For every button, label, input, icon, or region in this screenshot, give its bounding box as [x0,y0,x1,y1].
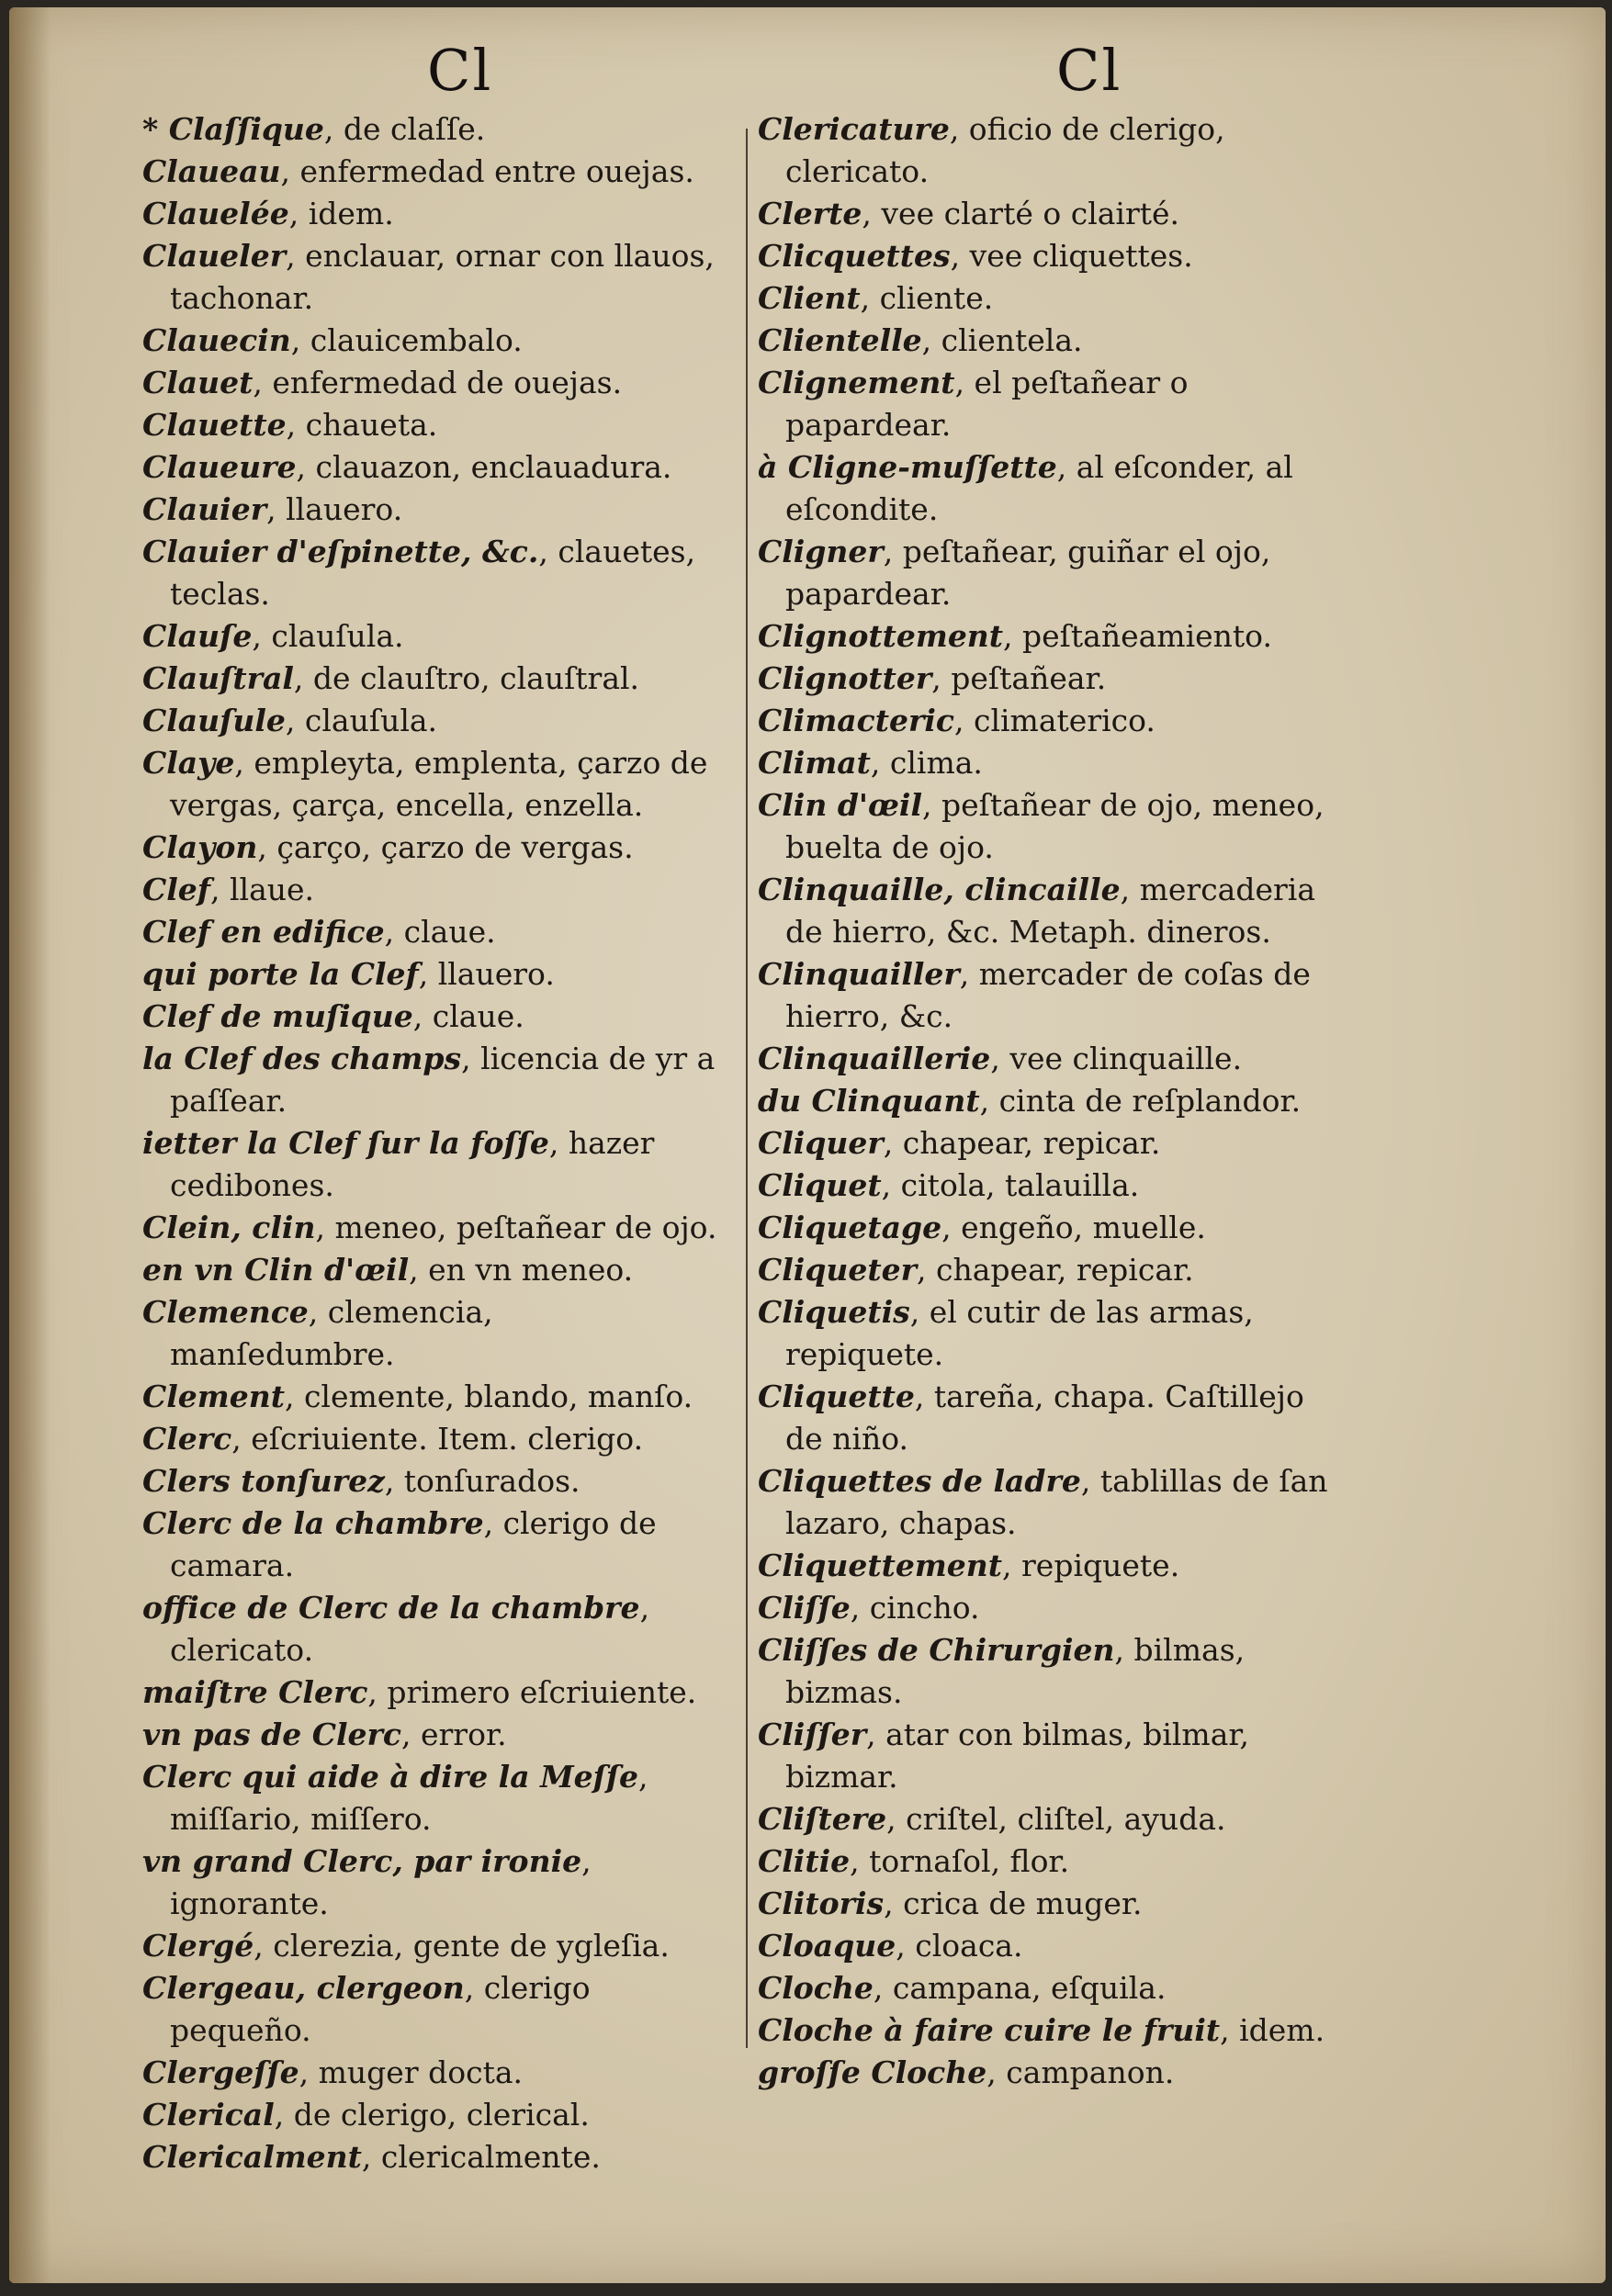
entry-headword: Clerc qui aide à dire la Meſſe [142,1759,639,1795]
dictionary-entry: groſſe Cloche, campanon. [758,2054,1175,2090]
entry-headword: Clergeſſe [142,2054,299,2090]
dictionary-entry: Clergé, clerezia, gente de ygleſia. [142,1928,670,1964]
entry-headword: Clef en edifice [142,914,385,950]
dictionary-entry: Clauecin, clauicembalo. [142,322,523,358]
entry-definition: clima. [889,745,983,781]
running-head-left: Cl [427,37,493,104]
dictionary-entry: qui porte la Clef, llauero. [142,956,555,992]
entry-headword: Clergé [142,1928,254,1964]
entry-definition: muger docta. [318,2054,523,2090]
dictionary-entry: Clitoris, crica de muger. [758,1885,1143,1921]
entry-headword: Cliſſes de Chirurgien [758,1632,1115,1668]
entry-definition: clauſula. [271,618,404,654]
entry-headword: Clignotter [758,660,932,696]
entry-headword: Cloche [758,1970,874,2006]
entry-headword: Clerc de la chambre [142,1505,484,1541]
entry-headword: Cliquet [758,1167,882,1203]
entry-definition: de clauſtro, clauſtral. [312,660,640,696]
entry-definition: cloaca. [915,1928,1023,1964]
entry-definition: mercaderia de hierro, &c. Metaph. dineros. [785,872,1316,950]
entry-definition: çarço, çarzo de vergas. [276,829,634,865]
entry-headword: Climat [758,745,871,781]
dictionary-entry: Clinquailler, mercader de coſas de hierro, &c. [758,956,1311,1034]
dictionary-entry: vn pas de Clerc, error. [142,1716,507,1752]
dictionary-entry: Clauet, enfermedad de ouejas. [142,365,623,400]
entry-definition: repiquete. [1021,1548,1180,1583]
entry-definition: error. [421,1716,507,1752]
dictionary-entry: Claueure, clauazon, enclauadura. [142,449,672,485]
entry-definition: clemencia, manſedumbre. [170,1294,493,1372]
entry-definition: de clerigo, clerical. [293,2097,590,2133]
entry-headword: Cliquette [758,1379,915,1414]
dictionary-entry: * Claſſique, de claſſe. [142,111,486,147]
entry-headword: Clinquailler [758,956,960,992]
entry-definition: vee cliquettes. [969,238,1193,274]
page-gutter-shadow [9,7,51,2283]
dictionary-entry: Clerc, eſcriuiente. Item. clerigo. [142,1421,644,1457]
entry-definition: ignorante. [170,1885,329,1921]
dictionary-entry: Clerte, vee clarté o clairté. [758,196,1180,231]
entry-definition: claue. [432,998,524,1034]
entry-definition: llauero. [437,956,555,992]
dictionary-entry: Clein, clin, meneo, peſtañear de ojo. [142,1210,717,1245]
entry-definition: clerigo de camara. [170,1505,657,1583]
entry-headword: Clerte [758,196,862,231]
entry-definition: crica de muger. [903,1885,1143,1921]
dictionary-entry: Cliquettement, repiquete. [758,1548,1180,1583]
dictionary-entry: Cliſſer, atar con bilmas, bilmar, bizmar. [758,1716,1250,1795]
dictionary-entry: Cloaque, cloaca. [758,1928,1023,1964]
dictionary-entry: Clergeau, clergeon, clerigo pequeño. [142,1970,591,2048]
entry-definition: empleyta, emplenta, çarzo de vergas, çarça, encella, enzella. [170,745,708,823]
dictionary-entry: Clauelée, idem. [142,196,394,231]
entry-headword: Clauet [142,365,254,400]
entry-definition: clerigo pequeño. [170,1970,591,2048]
entry-definition: meneo, peſtañear de ojo. [334,1210,717,1245]
dictionary-entry: Cliquer, chapear, repicar. [758,1125,1161,1161]
dictionary-entry: Cligner, peſtañear, guiñar el ojo, papardear. [758,534,1271,612]
entry-definition: clauicembalo. [310,322,523,358]
entry-headword: qui porte la Clef [142,956,419,992]
entry-headword: vn pas de Clerc [142,1716,402,1752]
dictionary-entry: Clerical, de clerigo, clerical. [142,2097,590,2133]
entry-headword: Cliquettement [758,1548,1003,1583]
entry-headword: Cliquettes de ladre [758,1463,1081,1499]
dictionary-entry: Clayon, çarço, çarzo de vergas. [142,829,634,865]
entry-definition: clericato. [170,1632,314,1668]
dictionary-entry: Claueler, enclauar, ornar con llauos, tachonar. [142,238,715,316]
entry-definition: peſtañear de ojo, meneo, buelta de ojo. [785,787,1325,865]
entry-definition: engeño, muelle. [961,1210,1206,1245]
dictionary-entry: Climat, clima. [758,745,983,781]
dictionary-entry: Climacteric, climaterico. [758,703,1155,738]
entry-definition: idem. [1239,2012,1325,2048]
dictionary-entry: du Clinquant, cinta de reſplandor. [758,1083,1302,1119]
dictionary-entry: Clauſtral, de clauſtro, clauſtral. [142,660,640,696]
dictionary-entry: vn grand Clerc, par ironie, ignorante. [142,1843,592,1921]
dictionary-entry: Clericalment, clericalmente. [142,2139,601,2175]
dictionary-entry: Clin d'œil, peſtañear de ojo, meneo, buelta de ojo. [758,787,1325,865]
entry-definition: enfermedad entre ouejas. [299,153,694,189]
entry-definition: oficio de clerigo, clericato. [785,111,1225,189]
dictionary-entry: Clergeſſe, muger docta. [142,2054,523,2090]
entry-definition: eſcriuiente. Item. clerigo. [251,1421,644,1457]
entry-definition: tablillas de ſan lazaro, chapas. [785,1463,1328,1541]
dictionary-entry: Cliquette, tareña, chapa. Caſtillejo de niño. [758,1379,1304,1457]
entry-headword: Claye [142,745,235,781]
entry-definition: peſtañear, guiñar el ojo, papardear. [785,534,1271,612]
entry-headword: Cloaque [758,1928,896,1964]
entry-definition: clientela. [941,322,1083,358]
dictionary-entry: Cloche, campana, eſquila. [758,1970,1167,2006]
entry-headword: Claueure [142,449,297,485]
entry-definition: atar con bilmas, bilmar, bizmar. [785,1716,1250,1795]
dictionary-entry: ietter la Clef ſur la foſſe, hazer cedibones. [142,1125,655,1203]
entry-headword: Cliſſer [758,1716,867,1752]
dictionary-entry: Clement, clemente, blando, manſo. [142,1379,693,1414]
entry-headword: Clayon [142,829,258,865]
entry-headword: Clers tonſurez [142,1463,385,1499]
entry-headword: maiſtre Clerc [142,1674,368,1710]
dictionary-entry: la Clef des champs, licencia de yr a paſſear. [142,1041,716,1119]
entry-headword: Client [758,280,861,316]
dictionary-entry: Cliquetage, engeño, muelle. [758,1210,1206,1245]
entry-definition: tonſurados. [403,1463,581,1499]
column-divider [746,129,748,2048]
entry-definition: vee clarté o clairté. [881,196,1180,231]
entry-headword: Clicquettes [758,238,951,274]
entry-headword: Climacteric [758,703,954,738]
dictionary-entry: Cliſſes de Chirurgien, bilmas, bizmas. [758,1632,1246,1710]
dictionary-entry: Clef, llaue. [142,872,315,907]
right-column [758,108,1350,2094]
entry-headword: Clauſtral [142,660,294,696]
dictionary-entry: Cliqueter, chapear, repicar. [758,1252,1194,1288]
entry-definition: clemente, blando, manſo. [303,1379,693,1414]
dictionary-entry: Claueau, enfermedad entre ouejas. [142,153,694,189]
entry-definition: claue. [403,914,496,950]
dictionary-entry: en vn Clin d'œil, en vn meneo. [142,1252,634,1288]
dictionary-entry: Clignotter, peſtañear. [758,660,1107,696]
entry-headword: vn grand Clerc, par ironie [142,1843,582,1879]
entry-headword: Clientelle [758,322,922,358]
entry-headword: groſſe Cloche [758,2054,987,2090]
entry-headword: Claueler [142,238,287,274]
entry-definition: campanon. [1006,2054,1175,2090]
entry-headword: Clauelée [142,196,289,231]
dictionary-entry: Clientelle, clientela. [758,322,1083,358]
entry-headword: office de Clerc de la chambre [142,1590,640,1626]
entry-headword: Cliquer [758,1125,884,1161]
entry-headword: Clitie [758,1843,851,1879]
entry-headword: Cligner [758,534,884,569]
entry-definition: enfermedad de ouejas. [272,365,623,400]
left-column [142,108,726,2178]
dictionary-entry: office de Clerc de la chambre, clericato. [142,1590,650,1668]
entry-headword: Clitoris [758,1885,885,1921]
entry-definition: licencia de yr a paſſear. [170,1041,716,1119]
entry-headword: à Cligne-muſſette [758,449,1057,485]
entry-definition: clerezia, gente de ygleſia. [273,1928,670,1964]
dictionary-entry: Clinquaillerie, vee clinquaille. [758,1041,1243,1076]
entry-headword: Clericature [758,111,950,147]
dictionary-entry: Clericature, oficio de clerigo, clericato. [758,111,1225,189]
entry-definition: hazer cedibones. [170,1125,655,1203]
dictionary-entry: Clauſe, clauſula. [142,618,404,654]
entry-definition: de claſſe. [343,111,486,147]
entry-headword: Clauier d'eſpinette, &c. [142,534,539,569]
entry-definition: llauero. [286,491,403,527]
dictionary-entry: Cliſtere, criſtel, cliſtel, ayuda. [758,1801,1226,1837]
entry-definition: en vn meneo. [428,1252,634,1288]
entry-definition: el peſtañear o papardear. [785,365,1189,443]
entry-definition: peſtañear. [951,660,1107,696]
dictionary-entry: Clitie, tornaſol, flor. [758,1843,1070,1879]
entry-headword: Clinquaille, clincaille [758,872,1121,907]
entry-headword: la Clef des champs [142,1041,462,1076]
entry-headword: Clauette [142,407,287,443]
entry-headword: Clin d'œil [758,787,922,823]
dictionary-entry: Claye, empleyta, emplenta, çarzo de vergas, çarça, encella, enzella. [142,745,708,823]
entry-definition: primero eſcriuiente. [387,1674,697,1710]
dictionary-entry: Clauier d'eſpinette, &c., clauetes, teclas. [142,534,696,612]
entry-headword: Claueau [142,153,281,189]
entry-definition: miſſario, miſſero. [170,1801,432,1837]
entry-definition: el cutir de las armas, repiquete. [785,1294,1254,1372]
entry-definition: cincho. [869,1590,980,1626]
dictionary-entry: Clef de muſique, claue. [142,998,524,1034]
dictionary-entry: Clemence, clemencia, manſedumbre. [142,1294,493,1372]
entry-definition: tareña, chapa. Caſtillejo de niño. [785,1379,1304,1457]
entry-headword: du Clinquant [758,1083,980,1119]
dictionary-entry: Cloche à faire cuire le fruit, idem. [758,2012,1325,2048]
dictionary-entry: Cliquet, citola, talauilla. [758,1167,1140,1203]
entry-headword: Clergeau, clergeon [142,1970,465,2006]
entry-headword: Clinquaillerie [758,1041,991,1076]
entry-headword: Cliquetis [758,1294,910,1330]
entry-headword: Clerc [142,1421,232,1457]
entry-definition: chapear, repicar. [902,1125,1161,1161]
entry-definition: clauazon, enclauadura. [315,449,672,485]
entry-headword: Cliqueter [758,1252,918,1288]
entry-headword: Clericalment [142,2139,362,2175]
dictionary-entry: Clauier, llauero. [142,491,403,527]
entry-headword: Clemence [142,1294,309,1330]
entry-headword: Cliſtere [758,1801,887,1837]
entry-headword: Clauier [142,491,267,527]
entry-definition: al eſconder, al eſcondite. [785,449,1293,527]
entry-headword: Clein, clin [142,1210,316,1245]
entry-definition: vee clinquaille. [1009,1041,1243,1076]
entry-definition: criſtel, cliſtel, ayuda. [906,1801,1226,1837]
dictionary-entry: Clauſule, clauſula. [142,703,438,738]
dictionary-entry: Cliſſe, cincho. [758,1590,980,1626]
dictionary-entry: Clignement, el peſtañear o papardear. [758,365,1189,443]
entry-definition: enclauar, ornar con llauos, tachonar. [170,238,715,316]
dictionary-entry: Cliquettes de ladre, tablillas de ſan lazaro, chapas. [758,1463,1328,1541]
entry-definition: cinta de reſplandor. [998,1083,1302,1119]
entry-headword: Clauſule [142,703,286,738]
entry-headword: Clignottement [758,618,1004,654]
entry-definition: idem. [308,196,394,231]
dictionary-entry: Clicquettes, vee cliquettes. [758,238,1193,274]
dictionary-entry: Client, cliente. [758,280,994,316]
dictionary-entry: Clignottement, peſtañeamiento. [758,618,1272,654]
entry-definition: peſtañeamiento. [1022,618,1272,654]
entry-headword: Cliſſe [758,1590,851,1626]
entry-definition: llaue. [229,872,315,907]
entry-definition: clauetes, teclas. [170,534,696,612]
entry-definition: chaueta. [305,407,438,443]
entry-headword: Clement [142,1379,285,1414]
entry-definition: climaterico. [973,703,1155,738]
entry-definition: citola, talauilla. [900,1167,1140,1203]
entry-headword: Clignement [758,365,955,400]
entry-definition: mercader de coſas de hierro, &c. [785,956,1311,1034]
entry-definition: bilmas, bizmas. [785,1632,1246,1710]
entry-definition: campana, eſquila. [892,1970,1167,2006]
entry-headword: ietter la Clef ſur la foſſe [142,1125,549,1161]
entry-headword: Clef [142,872,210,907]
entry-definition: clericalmente. [380,2139,601,2175]
entry-definition: cliente. [879,280,994,316]
entry-headword: en vn Clin d'œil [142,1252,410,1288]
entry-headword: Clauecin [142,322,291,358]
entry-definition: clauſula. [304,703,438,738]
entry-definition: tornaſol, flor. [869,1843,1070,1879]
dictionary-entry: Clerc qui aide à dire la Meſſe, miſſario, miſſero. [142,1759,648,1837]
running-head-right: Cl [1056,37,1122,104]
entry-headword: Clerical [142,2097,275,2133]
dictionary-entry: Clauette, chaueta. [142,407,438,443]
entry-headword: Cloche à faire cuire le fruit [758,2012,1221,2048]
dictionary-entry: à Cligne-muſſette, al eſconder, al eſcondite. [758,449,1293,527]
dictionary-entry: Cliquetis, el cutir de las armas, repiquete. [758,1294,1254,1372]
entry-definition: chapear, repicar. [936,1252,1194,1288]
dictionary-entry: Clerc de la chambre, clerigo de camara. [142,1505,657,1583]
entry-headword: Clauſe [142,618,253,654]
entry-headword: * Claſſique [142,111,324,147]
dictionary-entry: Clef en edifice, claue. [142,914,496,950]
entry-headword: Cliquetage [758,1210,942,1245]
dictionary-entry: maiſtre Clerc, primero eſcriuiente. [142,1674,697,1710]
entry-headword: Clef de muſique [142,998,413,1034]
dictionary-entry: Clers tonſurez, tonſurados. [142,1463,581,1499]
dictionary-entry: Clinquaille, clincaille, mercaderia de hierro, &c. Metaph. dineros. [758,872,1316,950]
